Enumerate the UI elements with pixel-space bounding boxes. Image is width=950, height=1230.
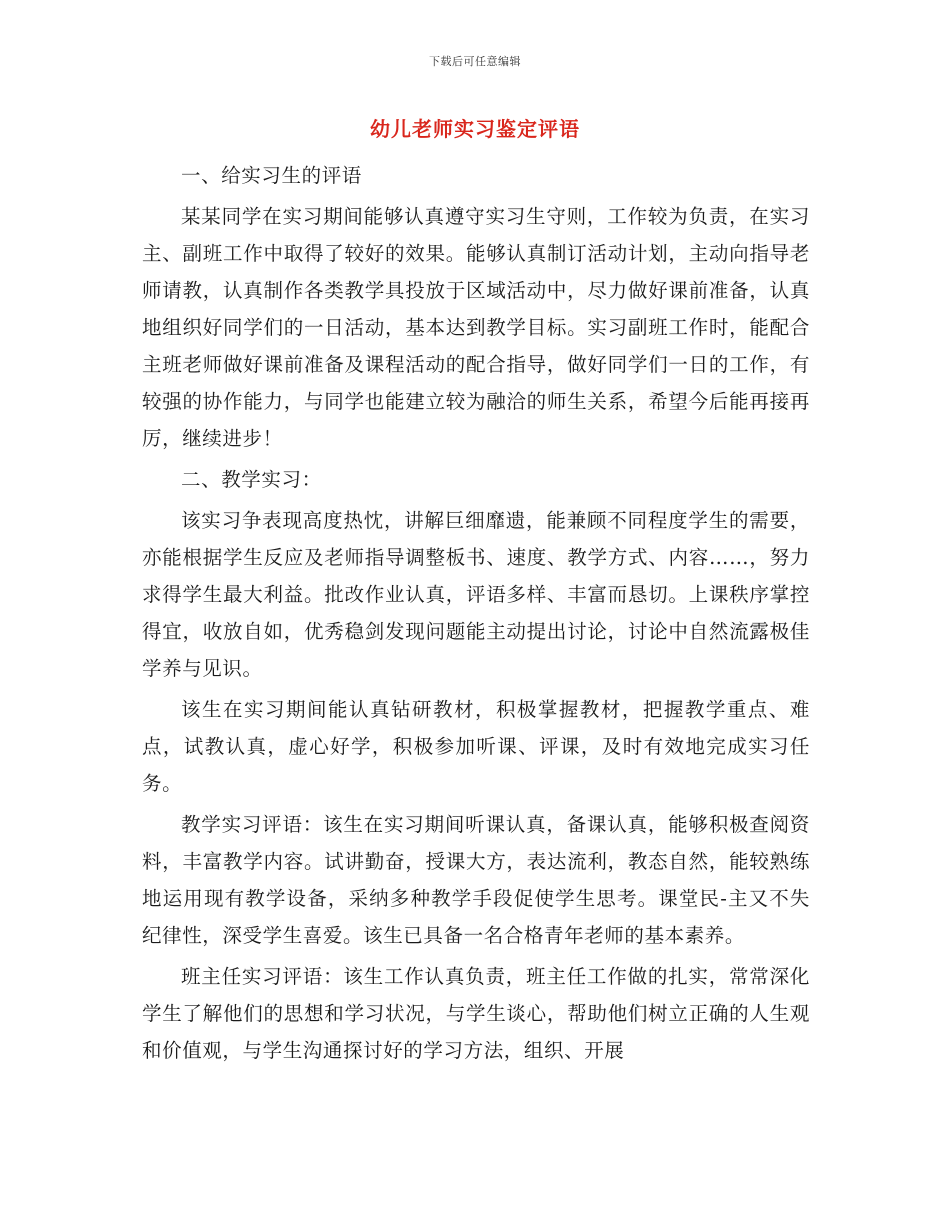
header-note: 下载后可任意编辑 xyxy=(429,55,521,68)
paragraph: 该实习争表现高度热忱，讲解巨细靡遗，能兼顾不同程度学生的需要，亦能根据学生反应及老师指导调整板书、速度、教学方式、内容……，努力求得学生最大利益。批改作业认真，评语多样、丰富而恳切。上课秩序掌控得宜，收放自如，优秀稳剑发现问题能主动提出讨论，讨论中自然流露极佳学养与见识。 xyxy=(142,509,810,680)
paragraph: 教学实习评语：该生在实习期间听课认真，备课认真，能够积极查阅资料，丰富教学内容。试讲勤奋，授课大方，表达流利，教态自然，能较熟练地运用现有教学设备，采纳多种教学手段促使学生思考。课堂民-主又不失纪律性，深受学生喜爱。该生已具备一名合格青年老师的基本素养。 xyxy=(142,813,810,947)
paragraph: 该生在实习期间能认真钻研教材，积极掌握教材，把握教学重点、难点，试教认真，虚心好学，积极参加听课、评课，及时有效地完成实习任务。 xyxy=(142,698,810,795)
section-heading-2: 二、教学实习： xyxy=(181,468,322,491)
paragraph: 某某同学在实习期间能够认真遵守实习生守则，工作较为负责，在实习主、副班工作中取得了较好的效果。能够认真制订活动计划，主动向指导老师请教，认真制作各类教学具投放于区域活动中，尽力做好课前准备，认真地组织好同学们的一日活动，基本达到教学目标。实习副班工作时，能配合主班老师做好课前准备及课程活动的配合指导，做好同学们一日的工作，有较强的协作能力，与同学也能建立较为融洽的师生关系，希望今后能再接再厉，继续进步！ xyxy=(142,205,810,450)
paragraph: 班主任实习评语：该生工作认真负责，班主任工作做的扎实，常常深化学生了解他们的思想和学习状况，与学生谈心，帮助他们树立正确的人生观和价值观，与学生沟通探讨好的学习方法，组织、开展 xyxy=(142,965,810,1062)
document-title: 幼儿老师实习鉴定评语 xyxy=(370,117,580,141)
section-heading-1: 一、给实习生的评语 xyxy=(181,164,362,187)
document-body xyxy=(142,157,810,1073)
